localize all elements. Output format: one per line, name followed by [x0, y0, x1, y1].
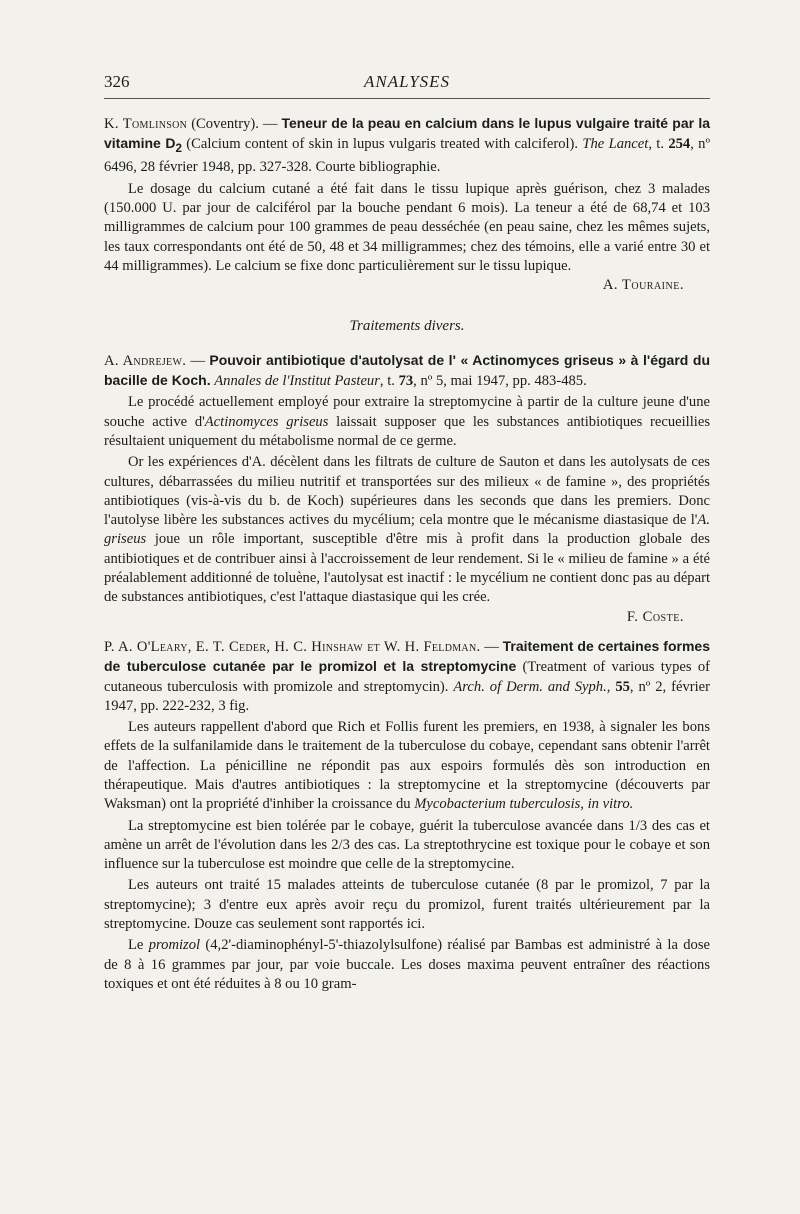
abstract-andrejew — [104, 351, 710, 627]
reviewer-signature — [104, 608, 710, 627]
abstract-paragraph: La streptomycine est bien tolérée par le cobaye, guérit la tuberculose avancée dans 1/3 des cas et amène un arrêt de l'évolution dans les 2/3 des cas. La streptothrycine est toxique pour le cobaye et son influence sur la tuberculose est moindre que celle de la streptomycine. — [104, 817, 710, 873]
abstract-paragraph: Les auteurs ont traité 15 malades atteints de tuberculose cutanée (8 par le promizol, 7 par la streptomycine); 3 d'entre eux après avoir reçu du promizol, furent traités ultérieurement par la streptomycine. Douze cas seulement sont rapportés ici. — [104, 877, 710, 933]
english-title: (Calcium content of skin in lupus vulgaris treated with calciferol). — [181, 136, 583, 153]
text-run: Les auteurs rappellent d'abord que Rich et Follis furent les premiers, en 1938, à signaler les bons effets de la sulfanilamide dans le traitement de la tuberculose du cobaye, cependant sans obtenir l'arrêt de l'affection. La pénicilline ne répondit pas aux espoirs formulés dès son introduction en thérapeutique. Mais d'autres antibiotiques : la streptomycine et la streptomycine (découverts par Waksman) ont la propriété d'inhiber la croissance du — [104, 719, 710, 813]
text-run: Or les expériences d'A. décèlent dans les filtrats de culture de Sauton et dans les autolysats de ces cultures, débarrassées du milieu nutritif et transportées sur des milieux « de famine », des propriétés antibiotiques (vis-à-vis du b. de Koch) supérieures dans les seconds que dans les premiers. Donc l'autolyse libère les substances actives du mycélium; cela montre que le mécanisme diastasique de l' — [104, 454, 710, 529]
running-title: ANALYSES — [363, 72, 451, 91]
authors: K. Tomlinson — [104, 116, 188, 132]
article-title: Traitement de certaines formes de tuberculose cutanée par le promizol et la streptomycine — [104, 637, 710, 675]
citation-header — [104, 114, 710, 178]
species-name: A. griseus — [104, 512, 710, 548]
dash: — — [480, 638, 503, 655]
text-run: Le — [128, 937, 149, 954]
t-prefix: , t. — [379, 373, 399, 390]
abstract-paragraph — [104, 453, 710, 607]
abstract-paragraph: Le dosage du calcium cutané a été fait dans le tissu lupique après guérison, chez 3 malades (150.000 U. par jour de calciférol par la bouche pendant 6 mois). La teneur a été de 68,74 et 103 milligrammes de calcium pour 100 grammes de peau desséchée (en peau saine, chez les mêmes sujets, les taux correspondants ont été de 50, 48 et 34 milligrammes; chez des témoins, elle a varié entre 30 et 44 milligrammes). Le calcium se fixe donc particulièrement sur le tissu lupique. — [104, 180, 710, 274]
authors: A. Andrejew. — [104, 352, 187, 369]
journal-name: Arch. of Derm. and Syph. — [453, 678, 607, 695]
signature-text: F. Coste. — [626, 608, 684, 625]
article-title-text: Teneur de la peau en calcium dans le lupus vulgaire traité par la vitamine D — [104, 115, 710, 152]
page-number: 326 — [104, 72, 130, 91]
signature-text: A. Touraine. — [602, 277, 684, 294]
header-rule — [104, 98, 710, 99]
text-run: laissait supposer que les substances antibiotiques recueillies résultaient uniquement du métabolisme normal de ce germe. — [104, 413, 710, 449]
abstract-oleary — [104, 637, 710, 994]
abstract-tomlinson — [104, 114, 710, 295]
title-subscript: 2 — [175, 142, 182, 156]
running-head — [104, 72, 710, 94]
species-name: Actinomyces griseus — [204, 413, 329, 430]
journal-name: The Lancet — [582, 136, 649, 153]
dash: — — [186, 352, 210, 369]
article-title: Pouvoir antibiotique d'autolysat de l' « Actinomyces griseus » à l'égard du bacille de Koch. — [104, 351, 710, 389]
citation-header — [104, 351, 710, 392]
text-run: (4,2'-diaminophényl-5'-thiazolylsulfone) réalisé par Bambas est administré à la dose de 8 à 16 grammes par jour, par voie buccale. Les doses maxima peuvent entraîner des réactions toxiques et ont été réduites à 8 ou 10 gram- — [104, 937, 710, 992]
t-prefix: , t. — [648, 136, 669, 153]
reviewer-signature — [104, 276, 710, 295]
species-name: Mycobacterium tuberculosis, in vitro. — [414, 796, 634, 813]
affiliation: (Coventry). — — [191, 116, 282, 132]
text-run: joue un rôle important, susceptible d'être mis à profit dans la production globale des antibiotiques et de contribuer ainsi à l'accroissement de leur rendement. Si le « milieu de famine » a été préalablement additionné de toluène, l'autolysat est inactif : le mycélium ne contient donc pas au départ de substances antibiotiques, c'est l'attaque diastasique qui les crée. — [104, 531, 710, 606]
authors: P. A. O'Leary, E. T. Ceder, H. C. Hinshaw et W. H. Feldman. — [104, 638, 481, 655]
volume: 55 — [615, 678, 630, 695]
citation-rest: , nº 5, mai 1947, pp. 483-485. — [413, 373, 587, 390]
drug-name: promizol — [148, 937, 201, 954]
citation-header: P. A. O'Leary, E. T. Ceder, H. C. Hinshaw et W. H. Feldman. — Traitement de certaines formes de tuberculose cutanée par le promizol et la streptomycine (Treatment of various types of cutaneous tuberculosis with promizole and streptomycin). Arch. of Derm. and Syph., 55, nº 2, février 1947, pp. 222-232, 3 fig. — [104, 637, 711, 714]
citation-rest: , nº 6496, 28 février 1948, pp. 327-328. Courte bibliographie. — [104, 136, 710, 176]
citation-rest: , nº 2, février 1947, pp. 222-232, 3 fig. — [104, 678, 711, 714]
text-column — [104, 104, 710, 994]
volume: 254 — [668, 136, 691, 153]
abstract-paragraph — [104, 393, 710, 451]
english-title: (Treatment of various types of cutaneous tuberculosis with promizole and streptomycin). — [104, 659, 710, 695]
section-heading: Traitements divers. — [349, 318, 465, 335]
abstract-paragraph — [104, 718, 710, 814]
abstract-paragraph — [104, 936, 710, 994]
volume: 73 — [398, 373, 414, 390]
text-run: Le procédé actuellement employé pour extraire la streptomycine à partir de la culture jeune d'une souche active d' — [104, 394, 710, 430]
journal-name: Annales de l'Institut Pasteur — [214, 373, 380, 390]
